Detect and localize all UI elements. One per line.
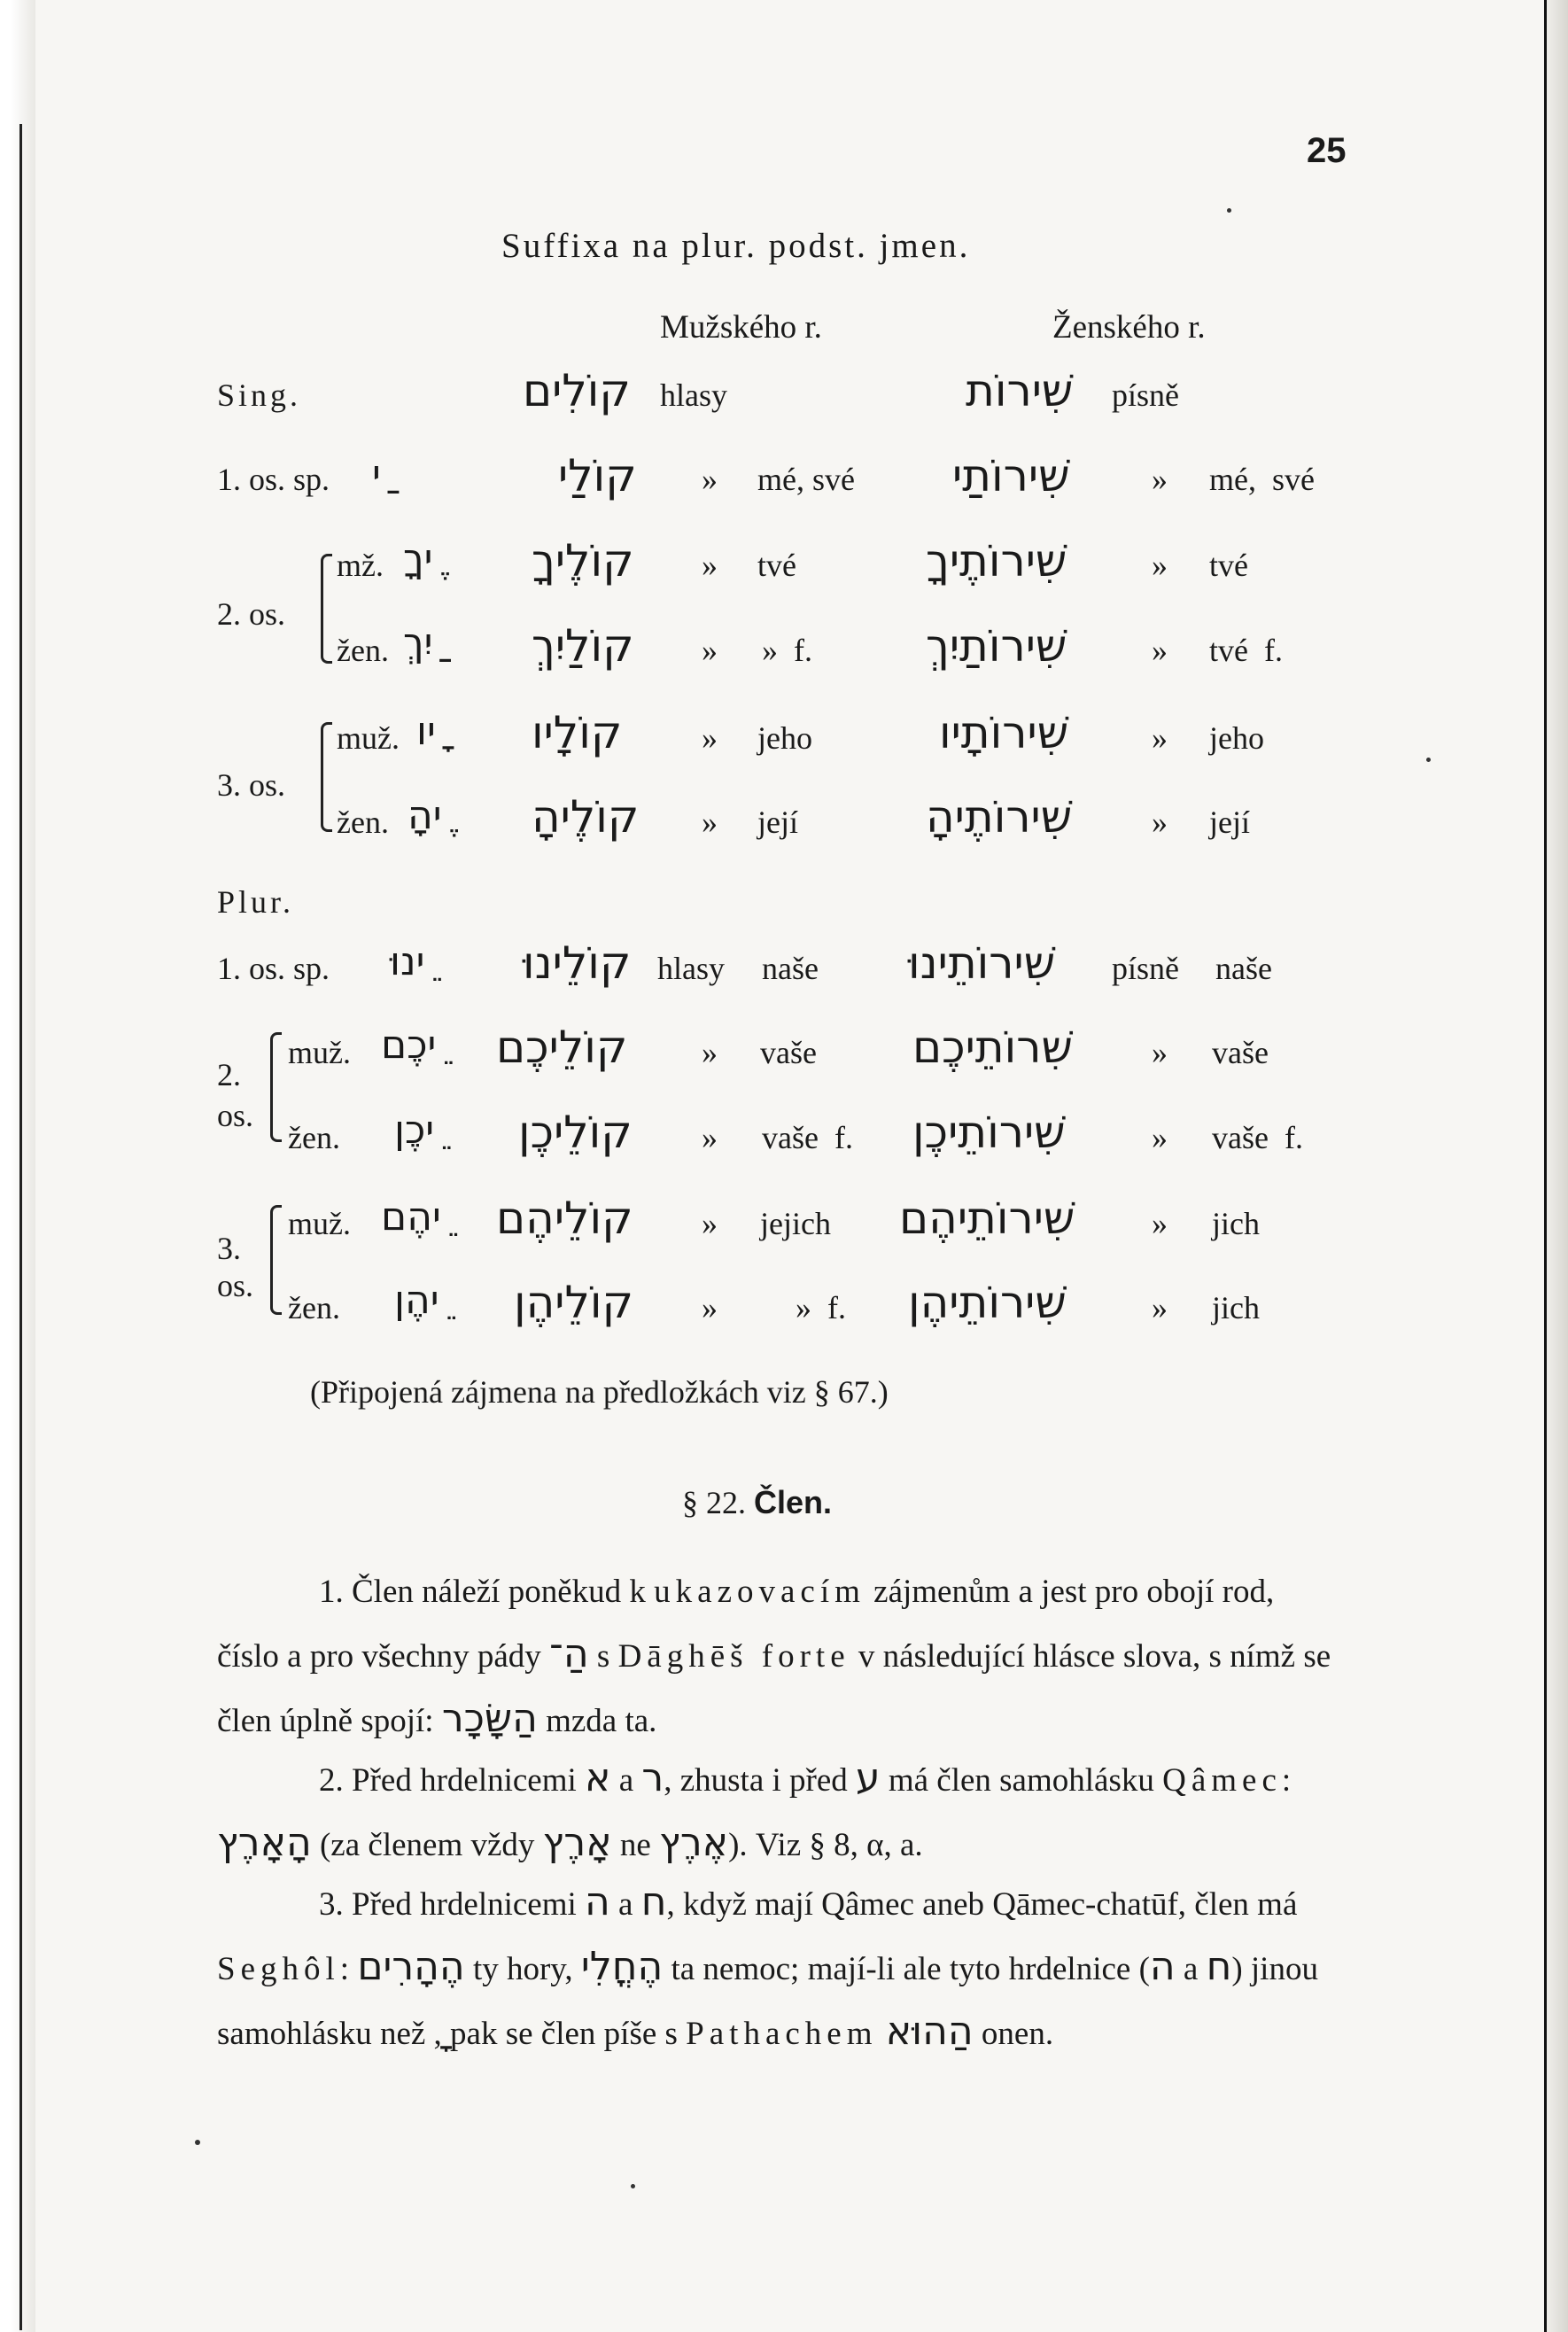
hebrew-masc-form: קוֹלֵיכֶן [518,1107,633,1158]
column-head-feminine: Ženského r. [1052,309,1206,346]
hebrew-masc-form: קוֹלֵיכֶם [496,1022,628,1073]
ditto-mark: » [702,548,718,583]
brace [321,554,332,664]
row-label: muž. [288,1035,351,1070]
ditto-mark: » [1152,1035,1168,1070]
row-label: 1. os. sp. [217,462,330,497]
hebrew-inline: ה [1149,1944,1176,1989]
hebrew-masc-base: קוֹלִים [523,365,631,416]
hebrew-inline: ה [585,1879,610,1924]
binding-line [19,124,22,2330]
text: 3. Před hrdelnicemi [319,1886,586,1923]
text: : [1281,1762,1292,1799]
text: (za členem vždy [311,1827,543,1863]
ditto-mark: » [1152,805,1168,840]
hebrew-fem-form: שִׁירוֹתֵינוּ [908,937,1056,989]
gloss-fem: naše [1215,951,1272,986]
text-emphasis: Pathachem [686,2016,878,2052]
hebrew-inline: הַשָּׂכָר [441,1696,538,1741]
ditto-mark: » [1152,462,1168,497]
row-label: muž. [337,720,400,756]
text: a [1175,1951,1207,1987]
text: onen. [973,2016,1054,2052]
hebrew-inline: הֶחֳלִי [580,1944,664,1989]
suffix-form: ָיו [416,709,436,754]
text: 1. Člen náleží poněkud k [319,1574,655,1610]
cross-reference-note: (Připojená zájmena na předložkách viz § 67.) [310,1374,889,1410]
text: , zhusta i před [664,1762,857,1799]
plural-label: Plur. [217,884,295,920]
text: a [609,1886,641,1923]
suffix-form: ֵיכֶם [381,1022,437,1068]
gloss-fem-base: písně [1112,377,1179,413]
text [878,2016,886,2052]
suffix-form: ֵינוּ [390,939,425,984]
suffix-form: ֵיכֶן [394,1108,435,1153]
ditto-mark: » [702,1120,718,1155]
ditto-mark: » [702,805,718,840]
hebrew-fem-form: שִׁירוֹתָיו [939,707,1069,758]
gloss-masc: » f. [796,1290,846,1325]
suffix-form: ֶיהָ [408,793,442,838]
hebrew-masc-form: קוֹלַי [558,450,637,501]
suffix-form: ַי [372,452,381,497]
hebrew-inline: הַ־ [549,1631,589,1676]
hebrew-fem-base: שִׁירוֹת [966,365,1074,416]
hebrew-inline: אֶרֶץ [659,1820,729,1865]
gloss-masc: vaše f. [762,1120,853,1155]
gloss-fem-noun: písně [1112,951,1179,986]
text: , pak se člen píše s [433,2016,687,2052]
section-heading [682,1484,832,1521]
ditto-mark: » [1152,1120,1168,1155]
text: zájmenům a jest pro obojí rod, číslo a pro všechny pády [217,1574,1275,1675]
page-number: 25 [1307,131,1347,170]
hebrew-masc-form: קוֹלֵיהֶם [496,1193,633,1244]
right-page-edge [1547,0,1568,2332]
hebrew-masc-form: קוֹלָיו [532,707,623,758]
row-label: žen. [288,1120,340,1155]
row-label: muž. [288,1206,351,1241]
text: ) jinou samohlásku než [217,1951,1318,2052]
hebrew-inline: הַהוּא [885,2009,974,2054]
gloss-masc: mé, své [757,462,855,497]
ditto-mark: » [702,1206,718,1241]
group-label-2os: 2. os. [217,596,286,632]
ditto-mark: » [1152,1290,1168,1325]
hebrew-fem-form: שִׁירוֹתֵיהֶן [908,1277,1067,1328]
hebrew-masc-form: קוֹלֵיהֶן [514,1277,633,1328]
text: v následující hlásce slova, s nímž se člen úplně spojí: [217,1638,1331,1739]
gloss-fem: tvé [1209,548,1248,583]
ditto-mark: » [1152,1206,1168,1241]
gloss-masc: tvé [757,548,796,583]
text: : [339,1951,358,1987]
ditto-mark: » [702,462,718,497]
brace [321,722,332,832]
hebrew-masc-form: קוֹלֶיךָ [532,535,634,587]
text: , když mají Qâmec aneb Qāmec-chatūf, člen má [666,1886,1298,1923]
hebrew-inline: ח [640,1879,667,1924]
hebrew-inline: ע [856,1755,881,1800]
gloss-fem: jich [1212,1290,1260,1325]
hebrew-fem-form: שִׁרוֹתֵיכֶם [912,1022,1073,1073]
paper-speck [631,2184,635,2188]
row-label: mž. [337,548,384,583]
paragraph-1 [217,1561,1342,1753]
gloss-masc-base: hlasy [660,377,727,413]
hebrew-inline: אָרֶץ [542,1820,612,1865]
gloss-masc: jejich [760,1206,831,1241]
group-label-2: 2. [217,1057,241,1092]
paragraph-2 [217,1747,1342,1877]
hebrew-masc-form: קוֹלֶיהָ [532,791,640,843]
suffix-form: ֵיהֶן [394,1278,439,1323]
gloss-fem: její [1209,805,1250,840]
hebrew-inline: א [585,1755,611,1800]
hebrew-fem-form: שִׁירוֹתַיִךְ [926,620,1067,672]
gloss-fem: mé, své [1209,462,1315,497]
hebrew-fem-form: שִׁירוֹתֵיהֶם [899,1193,1075,1244]
gloss-fem: jeho [1209,720,1264,756]
text: ). Viz § 8, α, a. [728,1827,923,1863]
suffix-form: ַיִךְ [403,620,433,665]
gloss-fem: vaše [1212,1035,1269,1070]
column-head-masculine: Mužského r. [660,309,822,346]
text: 2. Před hrdelnicemi [319,1762,586,1799]
paper-speck [1426,758,1431,762]
group-label-os: os. [217,1098,254,1133]
paragraph-3 [217,1871,1342,2065]
paper-speck [195,2140,200,2145]
text-emphasis: Seghôl [217,1951,340,1987]
gloss-masc-noun: hlasy [657,951,725,986]
ditto-mark: » [702,1290,718,1325]
row-label: žen. [288,1290,340,1325]
ditto-mark: » [1152,633,1168,668]
row-label: žen. [337,633,389,668]
hebrew-fem-form: שִׁירוֹתֶיהָ [926,791,1073,843]
ditto-mark: » [702,1035,718,1070]
hebrew-masc-form: קוֹלֵינוּ [523,937,632,989]
hebrew-fem-form: שִׁירוֹתֵיכֶן [912,1107,1066,1158]
gloss-fem: vaše f. [1212,1120,1303,1155]
text: ty hory, [464,1951,581,1987]
page-title: Suffixa na plur. podst. jmen. [501,227,971,265]
gloss-masc: vaše [760,1035,817,1070]
paper-speck [1227,208,1231,213]
ditto-mark: » [702,633,718,668]
gloss-masc: její [757,805,798,840]
text-emphasis: Qâmec [1162,1762,1282,1799]
row-label: žen. [337,805,389,840]
hebrew-inline: הָאָרֶץ [217,1820,312,1865]
gloss-masc: » f. [762,633,812,668]
group-label-3: 3. [217,1231,241,1266]
group-label-3os: 3. os. [217,767,286,803]
hebrew-fem-form: שִׁירוֹתֶיךָ [926,535,1067,587]
hebrew-inline: ח [1206,1944,1232,1989]
row-label: 1. os. sp. [217,951,330,986]
section-number: § 22. [682,1485,746,1520]
text: s [588,1638,618,1675]
text: má člen samohlásku [880,1762,1163,1799]
text: mzda ta. [537,1703,657,1739]
suffix-form: ֵיהֶם [381,1194,441,1240]
text-emphasis: ukazovacím [654,1574,866,1610]
ditto-mark: » [1152,548,1168,583]
group-label-os: os. [217,1268,254,1303]
hebrew-inline: הֶהָרִים [357,1944,465,1989]
text: ne [611,1827,660,1863]
singular-label: Sing. [217,377,302,413]
section-name: Člen. [754,1484,833,1520]
gloss-masc: jeho [757,720,812,756]
gloss-fem: tvé f. [1209,633,1283,668]
hebrew-fem-form: שִׁירוֹתַי [952,450,1070,501]
brace [270,1032,282,1142]
left-page-edge [0,0,35,2332]
text-emphasis: Dāghēš forte [617,1638,850,1675]
hebrew-masc-form: קוֹלַיִךְ [532,620,634,672]
gloss-fem: jich [1212,1206,1260,1241]
suffix-form: ֶיךָ [403,536,433,581]
gloss-masc: naše [762,951,819,986]
hebrew-inline: ר [641,1755,664,1800]
brace [270,1205,282,1315]
text: a [610,1762,642,1799]
text: ta nemoc; mají-li ale tyto hrdelnice ( [663,1951,1150,1987]
ditto-mark: » [702,720,718,756]
ditto-mark: » [1152,720,1168,756]
